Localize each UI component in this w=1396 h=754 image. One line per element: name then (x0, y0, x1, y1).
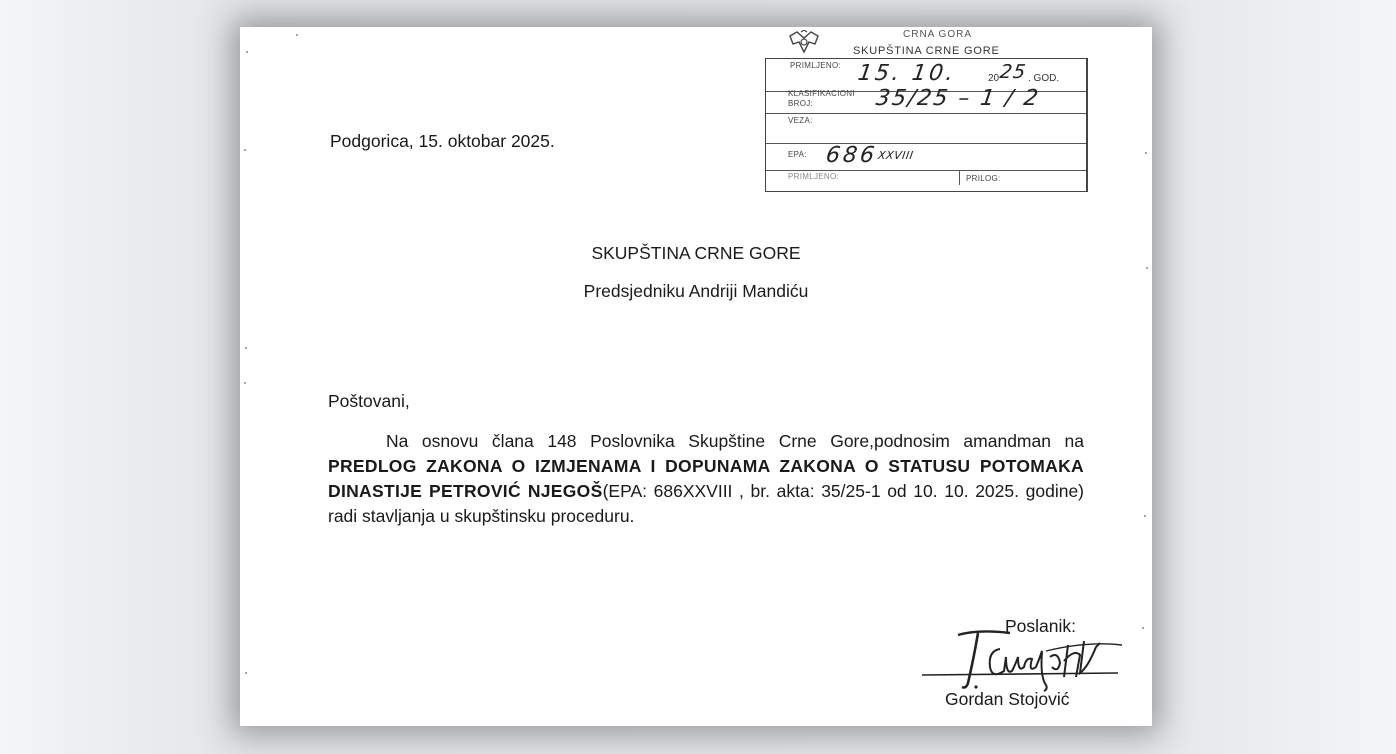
signer-name: Gordan Stojović (945, 689, 1070, 709)
recipient-person: Predsjedniku Andriji Mandiću (583, 281, 809, 301)
classification-label: KLASIFIKACIONI (788, 89, 855, 98)
scan-speck (246, 51, 248, 53)
scan-speck (244, 149, 246, 151)
received-year-suffix: 25 (998, 61, 1028, 83)
epa-label: EPA: (788, 150, 807, 159)
document-page (240, 27, 1152, 726)
scan-speck (1146, 267, 1148, 269)
scan-speck (245, 672, 247, 674)
received-year-prefix: 20 (988, 73, 1000, 84)
recipient-organization: SKUPŠTINA CRNE GORE (591, 243, 801, 263)
scan-speck (296, 34, 298, 36)
stamp-row-link (766, 114, 1086, 144)
body-intro: Na osnovu člana 148 Poslovnika Skupštine Crne Gore,podnosim amandman na (386, 431, 1084, 451)
attachments-label: PRILOG: (966, 174, 1001, 183)
scan-speck (1144, 515, 1146, 517)
scan-speck (244, 382, 246, 384)
epa-suffix: XXVIII (877, 149, 915, 162)
scan-speck (1142, 627, 1144, 629)
stamp-country: CRNA GORA (903, 29, 973, 40)
stamp-row-epa (766, 144, 1086, 171)
scan-speck (1145, 152, 1147, 154)
stamp-row-bottom (766, 171, 1086, 191)
scan-speck (245, 347, 247, 349)
coat-of-arms-icon (787, 30, 821, 56)
bill-title: PREDLOG ZAKONA O IZMJENAMA I DOPUNAMA ZAKONA O STATUSU POTOMAKA DINASTIJE PETROVIĆ NJEGOŠ (328, 456, 1084, 501)
classification-number-label: BROJ: (788, 99, 814, 108)
handwritten-signature (918, 627, 1128, 697)
received-date: 15. 10. (856, 61, 958, 86)
epa-number: 686 (824, 143, 879, 168)
received-year-suffix-label: . GOD. (1028, 73, 1060, 84)
processed-label: PRIMLJENO: (788, 172, 840, 181)
link-label: VEZA: (788, 116, 813, 125)
stamp-organization: SKUPŠTINA CRNE GORE (853, 45, 1000, 57)
body-rest: (EPA: 686XXVIII , br. akta: 35/25-1 od 10. 10. 2025. godine) radi stavljanja u skupštinsku proceduru. (328, 481, 1085, 526)
classification-number: 35/25 – 1 / 2 (874, 86, 1042, 111)
received-label: PRIMLJENO: (790, 61, 842, 70)
greeting: Poštovani, (328, 391, 410, 411)
place-date: Podgorica, 15. oktobar 2025. (330, 131, 555, 151)
registry-stamp (765, 27, 1090, 197)
letter-body (328, 429, 1084, 529)
stamp-frame (765, 58, 1088, 192)
signature-role: Poslanik: (1005, 616, 1077, 636)
stamp-divider (959, 171, 960, 185)
stamp-row-classification (766, 86, 1086, 114)
